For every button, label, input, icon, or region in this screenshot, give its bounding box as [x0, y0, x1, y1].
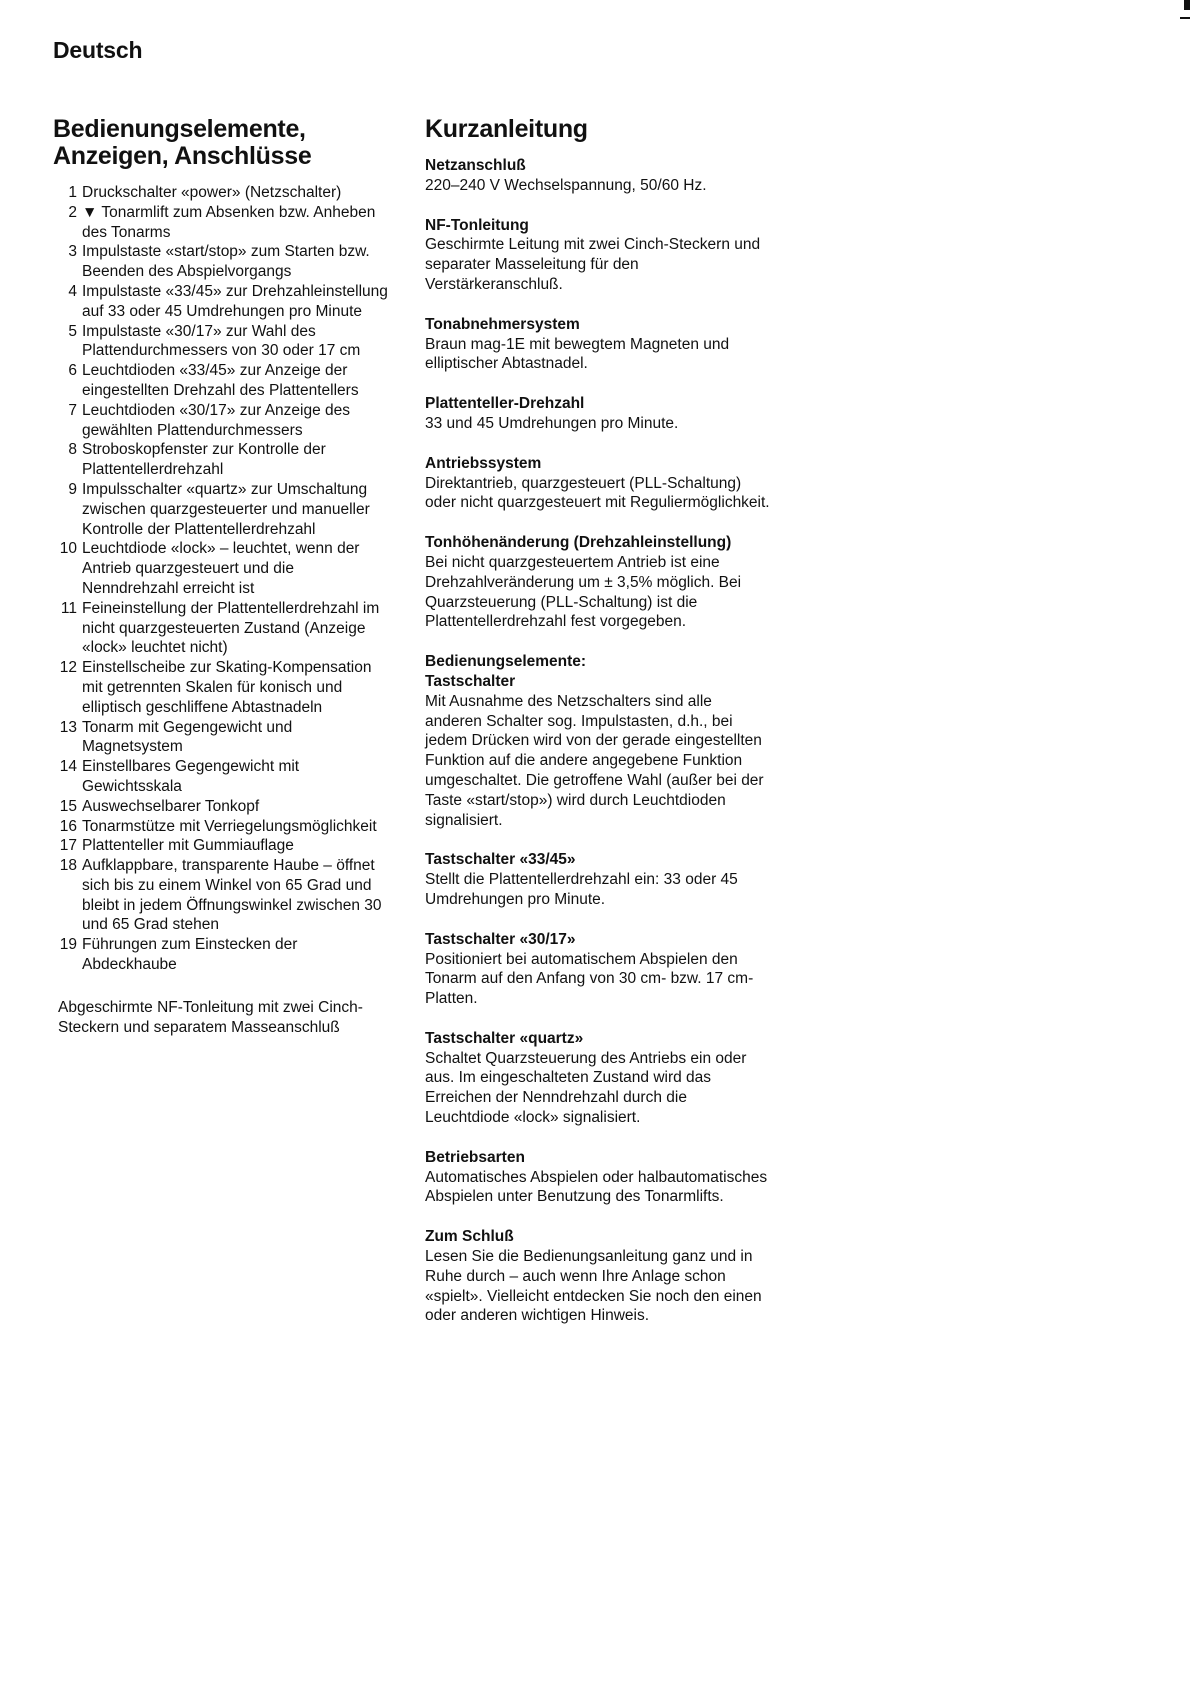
list-item — [53, 242, 393, 282]
quick-guide-heading: Kurzanleitung — [425, 115, 588, 143]
list-item-number: 2 — [68, 203, 77, 221]
list-item — [53, 817, 393, 837]
section-title: NF-Tonleitung — [425, 216, 529, 234]
section-text: 33 und 45 Umdrehungen pro Minute. — [425, 414, 679, 432]
list-item — [53, 757, 393, 797]
guide-section — [425, 850, 770, 909]
list-item-number: 16 — [59, 817, 77, 835]
list-item-text: Einstellbares Gegengewicht mit Gewichtsskala — [82, 758, 300, 795]
list-item — [53, 480, 393, 539]
list-item-text: Leuchtdioden «30/17» zur Anzeige des gewählten Plattendurchmessers — [82, 401, 351, 439]
list-item-text: Impulstaste «start/stop» zum Starten bzw. Beenden des Abspielvorgangs — [82, 243, 370, 281]
guide-section — [425, 156, 770, 196]
list-item — [53, 322, 393, 362]
list-item-number: 9 — [68, 480, 77, 498]
list-item-text: ▼ Tonarmlift zum Absenken bzw. Anheben des Tonarms — [82, 203, 376, 241]
list-item — [53, 797, 393, 817]
list-item-number: 18 — [59, 857, 77, 875]
section-title: Zum Schluß — [425, 1228, 514, 1246]
guide-section — [425, 454, 770, 513]
section-title: Bedienungselemente: Tastschalter — [425, 653, 587, 690]
list-item — [53, 599, 393, 658]
list-item-number: 8 — [68, 441, 77, 459]
section-text: Mit Ausnahme des Netzschalters sind alle anderen Schalter sog. Impulstasten, d.h., bei jedem Drücken wird von der gerade eingestellten Funktion auf die andere angegebene Funktion umgeschaltet. Die getroffene Wahl (außer bei der Taste «start/stop») wird durch Leuchtdioden signalisiert. — [425, 692, 764, 829]
section-text: Bei nicht quarzgesteuertem Antrieb ist eine Drehzahlveränderung um ± 3,5% möglich. Bei Quarzsteuerung (PLL-Schaltung) ist die Plattentellerdrehzahl fest vorgegeben. — [425, 553, 742, 631]
section-text: Automatisches Abspielen oder halbautomatisches Abspielen unter Benutzung des Tonarmlifts. — [425, 1168, 768, 1206]
section-text: 220–240 V Wechselspannung, 50/60 Hz. — [425, 176, 707, 194]
corner-mark — [1184, 0, 1190, 10]
section-title: Antriebssystem — [425, 454, 542, 472]
list-item — [53, 718, 393, 758]
list-item-text: Führungen zum Einstecken der Abdeckhaube — [82, 936, 298, 974]
list-item-text: Impulstaste «33/45» zur Drehzahleinstellung auf 33 oder 45 Umdrehungen pro Minute — [82, 282, 388, 320]
list-item-number: 3 — [68, 243, 77, 261]
section-text: Schaltet Quarzsteuerung des Antriebs ein oder aus. Im eingeschalteten Zustand wird das Erreichen der Nenndrehzahl durch die Leuchtdiode «lock» signalisiert. — [425, 1049, 747, 1127]
guide-section — [425, 315, 770, 374]
section-title: Tastschalter «30/17» — [425, 930, 576, 948]
list-item — [53, 856, 393, 935]
section-title: Plattenteller-Drehzahl — [425, 395, 585, 413]
cable-note: Abgeschirmte NF-Tonleitung mit zwei Cinch-Steckern und separatem Masseanschluß — [58, 998, 363, 1036]
list-item-text: Impulstaste «30/17» zur Wahl des Plattendurchmessers von 30 oder 17 cm — [82, 322, 361, 360]
guide-section — [425, 1148, 770, 1207]
list-item-number: 14 — [59, 758, 77, 776]
section-text: Direktantrieb, quarzgesteuert (PLL-Schaltung) oder nicht quarzgesteuert mit Reguliermöglichkeit. — [425, 474, 770, 512]
list-item — [53, 836, 393, 856]
section-title: Betriebsarten — [425, 1148, 525, 1166]
list-item-number: 1 — [68, 184, 77, 201]
list-item-text: Stroboskopfenster zur Kontrolle der Plattentellerdrehzahl — [82, 441, 326, 479]
list-item-text: Leuchtdiode «lock» – leuchtet, wenn der Antrieb quarzgesteuert und die Nenndrehzahl erreicht ist — [82, 540, 360, 597]
section-title: Netzanschluß — [425, 157, 526, 174]
corner-line — [1180, 17, 1190, 19]
list-item — [53, 658, 393, 717]
controls-list — [53, 183, 393, 975]
section-title: Tonabnehmersystem — [425, 315, 580, 333]
list-item — [53, 203, 393, 243]
list-item-text: Tonarmstütze mit Verriegelungsmöglichkeit — [82, 817, 377, 835]
language-label: Deutsch — [53, 37, 143, 63]
list-item-text: Auswechselbarer Tonkopf — [82, 797, 260, 815]
section-title: Tastschalter «quartz» — [425, 1029, 584, 1047]
controls-heading — [53, 116, 393, 170]
list-item-number: 10 — [59, 540, 77, 558]
list-item-text: Druckschalter «power» (Netzschalter) — [82, 184, 342, 201]
list-item-number: 7 — [68, 401, 77, 419]
section-text: Lesen Sie die Bedienungsanleitung ganz und in Ruhe durch – auch wenn Ihre Anlage schon «spielt». Vielleicht entdecken Sie noch den einen oder anderen wichtigen Hinweis. — [425, 1248, 762, 1325]
list-item-number: 13 — [59, 718, 77, 736]
list-item — [53, 935, 393, 975]
list-item-number: 12 — [59, 659, 77, 677]
guide-section — [425, 1227, 770, 1326]
list-item — [53, 282, 393, 322]
controls-heading-line2: Anzeigen, Anschlüsse — [53, 142, 312, 170]
list-item-number: 5 — [68, 322, 77, 340]
list-item — [53, 539, 393, 598]
guide-section — [425, 394, 770, 434]
list-item-number: 15 — [59, 797, 77, 815]
list-item-text: Aufklappbare, transparente Haube – öffnet sich bis zu einem Winkel von 65 Grad und bleibt in jedem Öffnungswinkel zwischen 30 und 65 Grad stehen — [82, 857, 382, 934]
list-item-text: Impulsschalter «quartz» zur Umschaltung zwischen quarzgesteuerter und manueller Kontrolle der Plattentellerdrehzahl — [82, 480, 370, 538]
list-item-text: Leuchtdioden «33/45» zur Anzeige der eingestellten Drehzahl des Plattentellers — [82, 362, 359, 399]
controls-column — [53, 116, 393, 1037]
guide-section — [425, 652, 770, 830]
list-item — [53, 183, 393, 203]
section-text: Braun mag-1E mit bewegtem Magneten und elliptischer Abtastnadel. — [425, 335, 730, 373]
section-title: Tastschalter «33/45» — [425, 851, 576, 869]
controls-heading-line1: Bedienungselemente, — [53, 115, 306, 143]
list-item-number: 17 — [59, 837, 77, 855]
section-text: Positioniert bei automatischem Abspielen den Tonarm auf den Anfang von 30 cm- bzw. 17 cm-Platten. — [425, 950, 754, 1008]
list-item-number: 6 — [68, 362, 77, 380]
list-item — [53, 401, 393, 441]
section-title: Tonhöhenänderung (Drehzahleinstellung) — [425, 534, 732, 552]
guide-section — [425, 533, 770, 632]
list-item-text: Feineinstellung der Plattentellerdrehzahl im nicht quarzgesteuerten Zustand (Anzeige «lock» leuchtet nicht) — [82, 599, 380, 657]
guide-section — [425, 930, 770, 1009]
list-item-text: Tonarm mit Gegengewicht und Magnetsystem — [82, 718, 293, 756]
section-text: Geschirmte Leitung mit zwei Cinch-Steckern und separater Masseleitung für den Verstärkeranschluß. — [425, 236, 761, 293]
list-item-text: Einstellscheibe zur Skating-Kompensation mit getrennten Skalen für konisch und elliptisch geschliffene Abtastnadeln — [82, 659, 372, 716]
list-item-number: 11 — [60, 599, 77, 617]
list-item — [53, 440, 393, 480]
list-item-number: 19 — [59, 936, 77, 954]
quick-guide-column — [425, 116, 770, 1346]
list-item-number: 4 — [68, 282, 77, 300]
section-text: Stellt die Plattentellerdrehzahl ein: 33 oder 45 Umdrehungen pro Minute. — [425, 871, 738, 908]
quick-guide-sections — [425, 156, 770, 1326]
list-item — [53, 361, 393, 401]
guide-section — [425, 1029, 770, 1128]
list-item-text: Plattenteller mit Gummiauflage — [82, 837, 294, 855]
guide-section — [425, 216, 770, 295]
